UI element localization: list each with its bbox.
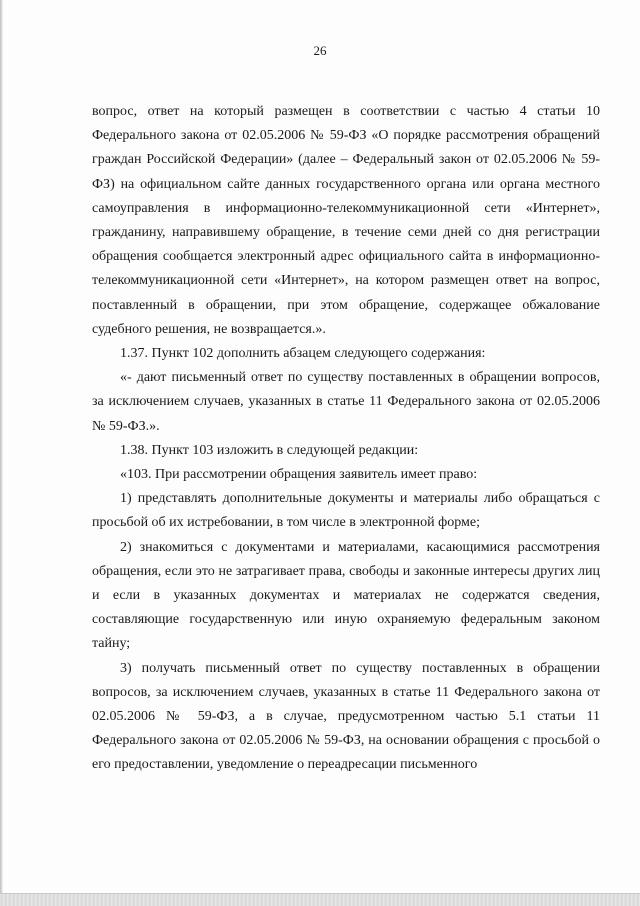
page-number: 26 bbox=[313, 43, 327, 58]
paragraph-item-2: 2) знакомиться с документами и материалами, касающимися рассмотрения обращения, если это не затрагивает права, свободы и законные интересы других лиц и если в указанных документах и материалах не содержатся сведения, составляющие государственную или иную охраняемую федеральным законом тайну; bbox=[92, 539, 600, 652]
paragraph-1-37: 1.37. Пункт 102 дополнить абзацем следующего содержания: bbox=[120, 346, 486, 362]
paragraph-1-37-text: «- дают письменный ответ по существу поставленных в обращении вопросов, за исключением случаев, указанных в статье 11 Федерального закона от 02.05.2006 № 59-ФЗ.». bbox=[92, 370, 600, 434]
paragraph-103-intro: «103. При рассмотрении обращения заявитель имеет право: bbox=[120, 467, 478, 483]
paragraph-continuation: вопрос, ответ на который размещен в соответствии с частью 4 статьи 10 Федерального закона от 02.05.2006 № 59-ФЗ «О порядке рассмотрения обращений граждан Российской Федерации» (далее – Федеральный закон от 02.05.2006 № 59-ФЗ) на официальном сайте данных государственного органа или органа местного самоуправления в информационно-телекоммуникационной сети «Интернет», гражданину, направившему обращение, в течение семи дней со дня регистрации обращения сообщается электронный адрес официального сайта в информационно-телекоммуникационной сети «Интернет», на котором размещен ответ на вопрос, поставленный в обращении, при этом обращение, содержащее обжалование судебного решения, не возвращается.». bbox=[92, 104, 600, 337]
paragraph-1-38: 1.38. Пункт 103 изложить в следующей редакции: bbox=[120, 442, 419, 458]
paragraph-item-1: 1) представлять дополнительные документы и материалы либо обращаться с просьбой об их истребовании, в том числе в электронной форме; bbox=[92, 491, 600, 531]
scan-left-edge bbox=[0, 0, 3, 905]
document-body bbox=[92, 100, 600, 778]
paragraph-item-3: 3) получать письменный ответ по существу поставленных в обращении вопросов, за исключением случаев, указанных в статье 11 Федерального закона от 02.05.2006 № 59-ФЗ, а в случае, предусмотренном частью 5.1 статьи 11 Федерального закона от 02.05.2006 № 59-ФЗ, на основании обращения с просьбой о его предоставлении, уведомление о переадресации письменного bbox=[92, 660, 600, 773]
scan-bottom-edge bbox=[0, 893, 640, 906]
